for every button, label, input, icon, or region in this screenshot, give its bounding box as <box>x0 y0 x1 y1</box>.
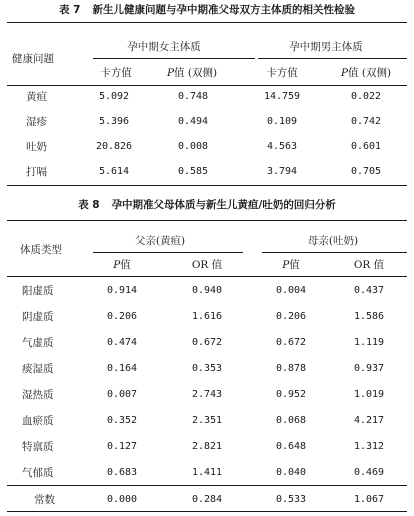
table8-sub-or-2: OR 值 <box>353 259 385 271</box>
row-value-c3: 0.952 <box>275 389 307 400</box>
table8-title: 孕中期准父母体质与新生儿黄疸/吐奶的回归分析 <box>111 199 336 211</box>
table8-top-rule <box>7 220 407 221</box>
row-value-c2: 1.411 <box>191 467 223 478</box>
row-value-c2: 2.821 <box>191 441 223 452</box>
row-value-c4: 0.022 <box>350 91 382 102</box>
row-label: 痰湿质 <box>22 363 54 375</box>
row-value-c3: 14.759 <box>263 91 301 102</box>
row-value-c3: 0.672 <box>275 337 307 348</box>
row-value-c2: 0.672 <box>191 337 223 348</box>
row-value-c2: 0.008 <box>177 141 209 152</box>
row-value-c4: 1.119 <box>353 337 385 348</box>
row-value-c3: 0.004 <box>275 285 307 296</box>
row-value-c3: 3.794 <box>266 166 298 177</box>
row-label: 阳虚质 <box>22 285 54 297</box>
row-value-c3: 4.563 <box>266 141 298 152</box>
table8-const-c1: 0.000 <box>106 494 138 505</box>
table8-group-father: 父亲(黄疸) <box>134 235 186 247</box>
row-value-c3: 0.878 <box>275 363 307 374</box>
row-value-c2: 0.353 <box>191 363 223 374</box>
row-value-c1: 20.826 <box>95 141 133 152</box>
table8-sub-p-1: P值 <box>113 259 131 271</box>
table7-sub-p-1: P值 (双侧) <box>166 67 218 79</box>
row-value-c4: 1.019 <box>353 389 385 400</box>
row-label: 特禀质 <box>22 441 54 453</box>
row-value-c2: 1.616 <box>191 311 223 322</box>
table7-row-header: 健康问题 <box>12 53 54 65</box>
row-label: 湿疹 <box>26 116 47 128</box>
table8-sub-or-1: OR 值 <box>191 259 223 271</box>
row-value-c1: 5.614 <box>98 166 130 177</box>
row-value-c4: 1.586 <box>353 311 385 322</box>
row-label: 吐奶 <box>26 141 47 153</box>
table7-caption <box>0 3 414 17</box>
row-value-c3: 0.040 <box>275 467 307 478</box>
row-label: 气郁质 <box>22 467 54 479</box>
row-label: 血瘀质 <box>22 415 54 427</box>
row-value-c4: 0.601 <box>350 141 382 152</box>
table8-const-label: 常数 <box>34 494 55 506</box>
row-value-c4: 0.742 <box>350 116 382 127</box>
table8-const-c3: 0.533 <box>275 494 307 505</box>
row-value-c1: 5.396 <box>98 116 130 127</box>
table8-const-rule <box>7 485 407 486</box>
table7-number: 表 7 <box>59 4 81 16</box>
row-label: 黄疸 <box>26 91 47 103</box>
table8-number: 表 8 <box>78 199 100 211</box>
table8-header-rule <box>7 276 407 277</box>
table7-group-rule-2 <box>258 58 407 59</box>
table7-header-rule <box>7 85 407 86</box>
row-value-c1: 0.914 <box>106 285 138 296</box>
row-value-c2: 0.494 <box>177 116 209 127</box>
row-value-c4: 1.312 <box>353 441 385 452</box>
row-value-c1: 0.127 <box>106 441 138 452</box>
table8-row-header: 体质类型 <box>20 244 62 256</box>
table8-caption <box>0 198 414 212</box>
table7-sub-chi-1: 卡方值 <box>100 67 132 79</box>
row-value-c1: 0.352 <box>106 415 138 426</box>
table8-const-c2: 0.284 <box>191 494 223 505</box>
row-value-c4: 0.705 <box>350 166 382 177</box>
row-value-c2: 2.743 <box>191 389 223 400</box>
row-value-c4: 0.469 <box>353 467 385 478</box>
row-value-c4: 0.437 <box>353 285 385 296</box>
row-value-c2: 2.351 <box>191 415 223 426</box>
table7-sub-chi-2: 卡方值 <box>266 67 298 79</box>
table8-group-rule-2 <box>262 252 407 253</box>
row-value-c3: 0.109 <box>266 116 298 127</box>
table7-bottom-rule <box>7 185 407 186</box>
row-value-c2: 0.585 <box>177 166 209 177</box>
table8-group-mother: 母亲(吐奶) <box>307 235 359 247</box>
row-value-c1: 0.007 <box>106 389 138 400</box>
table7-group-rule-1 <box>93 58 255 59</box>
row-value-c3: 0.648 <box>275 441 307 452</box>
row-label: 气虚质 <box>22 337 54 349</box>
table7-sub-p-2: P值 (双侧) <box>340 67 392 79</box>
row-label: 打嗝 <box>26 166 47 178</box>
row-value-c1: 5.092 <box>98 91 130 102</box>
table7-group-male: 孕中期男主体质 <box>289 41 363 53</box>
row-value-c1: 0.474 <box>106 337 138 348</box>
table8-bottom-rule <box>7 511 407 512</box>
row-value-c4: 4.217 <box>353 415 385 426</box>
row-value-c3: 0.068 <box>275 415 307 426</box>
table8-group-rule-1 <box>93 252 243 253</box>
row-value-c3: 0.206 <box>275 311 307 322</box>
row-value-c2: 0.748 <box>177 91 209 102</box>
row-value-c4: 0.937 <box>353 363 385 374</box>
row-label: 阴虚质 <box>22 311 54 323</box>
table7-top-rule <box>7 22 407 23</box>
table7-title: 新生儿健康问题与孕中期准父母双方主体质的相关性检验 <box>92 4 355 16</box>
table8-sub-p-2: P值 <box>282 259 300 271</box>
row-value-c1: 0.164 <box>106 363 138 374</box>
row-value-c1: 0.683 <box>106 467 138 478</box>
table8-const-c4: 1.067 <box>353 494 385 505</box>
row-value-c1: 0.206 <box>106 311 138 322</box>
row-label: 湿热质 <box>22 389 54 401</box>
row-value-c2: 0.940 <box>191 285 223 296</box>
table7-group-female: 孕中期女主体质 <box>127 41 201 53</box>
